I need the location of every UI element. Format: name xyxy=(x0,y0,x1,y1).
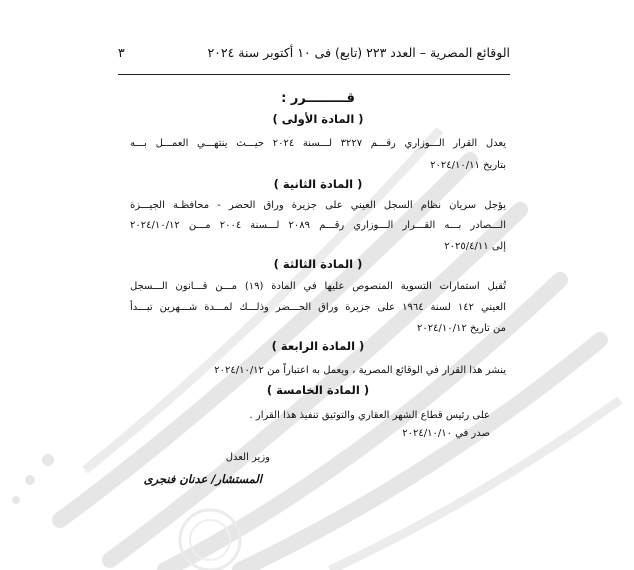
article-3-line-2: العيني ١٤٢ لسنة ١٩٦٤ على جزيرة وراق الحـــضر وذلـــك لمـــدة شـــهرين تبـــدأ xyxy=(130,302,506,313)
article-2-line-2: الـــصادر بـــه القـــرار الـــوزاري رقـــم ٢٠٨٩ لـــسنة ٢٠٠٤ مـــن ٢٠٢٤/١٠/١٢ xyxy=(130,220,507,231)
decision-title: قـــــــــرر : xyxy=(281,91,355,106)
article-4-line-1: ينشر هذا القرار في الوقائع المصرية ، ويعمل به اعتباراً من ٢٠٢٤/١٠/١٢ xyxy=(214,365,506,376)
article-3-line-1: تُقبل استمارات التسوية المنصوص عليها في المادة (١٩) مـــن قـــانون الـــسجل xyxy=(130,281,506,292)
article-3-line-3: من تاريخ ٢٠٢٤/١٠/١٢ xyxy=(417,323,506,334)
article-3-heading: ( المادة الثالثة ) xyxy=(273,257,363,271)
article-2-line-1: يؤجل سريان نظام السجل العيني على جزيرة وراق الحضر - محافظـة الجيـــزة xyxy=(130,200,506,211)
article-5-heading: ( المادة الخامسة ) xyxy=(266,383,370,397)
article-5-line-1: على رئيس قطاع الشهر العقاري والتوثيق تنفيذ هذا القرار . xyxy=(249,410,490,421)
signature-name: المستشار/ عدنان فنجرى xyxy=(143,472,262,486)
article-1-heading: ( المادة الأولى ) xyxy=(272,112,364,126)
header-divider xyxy=(118,74,510,75)
minister-title: وزير العدل xyxy=(225,452,270,463)
article-2-heading: ( المادة الثانية ) xyxy=(273,177,363,191)
issued-date: صدر في ٢٠٢٤/١٠/١٠ xyxy=(402,428,490,439)
article-1-line-2: بتاريخ ٢٠٢٤/١٠/١١ xyxy=(430,160,506,171)
article-1-line-1: يعدل القرار الـــوزاري رقـــم ٣٢٢٧ لـــسنة ٢٠٢٤ حيـــث ينتهـــي العمـــل بـــه xyxy=(130,138,506,149)
page-number: ٣ xyxy=(118,45,125,60)
article-4-heading: ( المادة الرابعة ) xyxy=(271,339,365,353)
article-2-line-3: إلى ٢٠٢٥/٤/١١ xyxy=(444,241,506,252)
header-title: الوقائع المصرية – العدد ٢٢٣ (تابع) فى ١٠ أكتوبر سنة ٢٠٢٤ xyxy=(207,45,510,60)
running-header xyxy=(118,45,510,60)
